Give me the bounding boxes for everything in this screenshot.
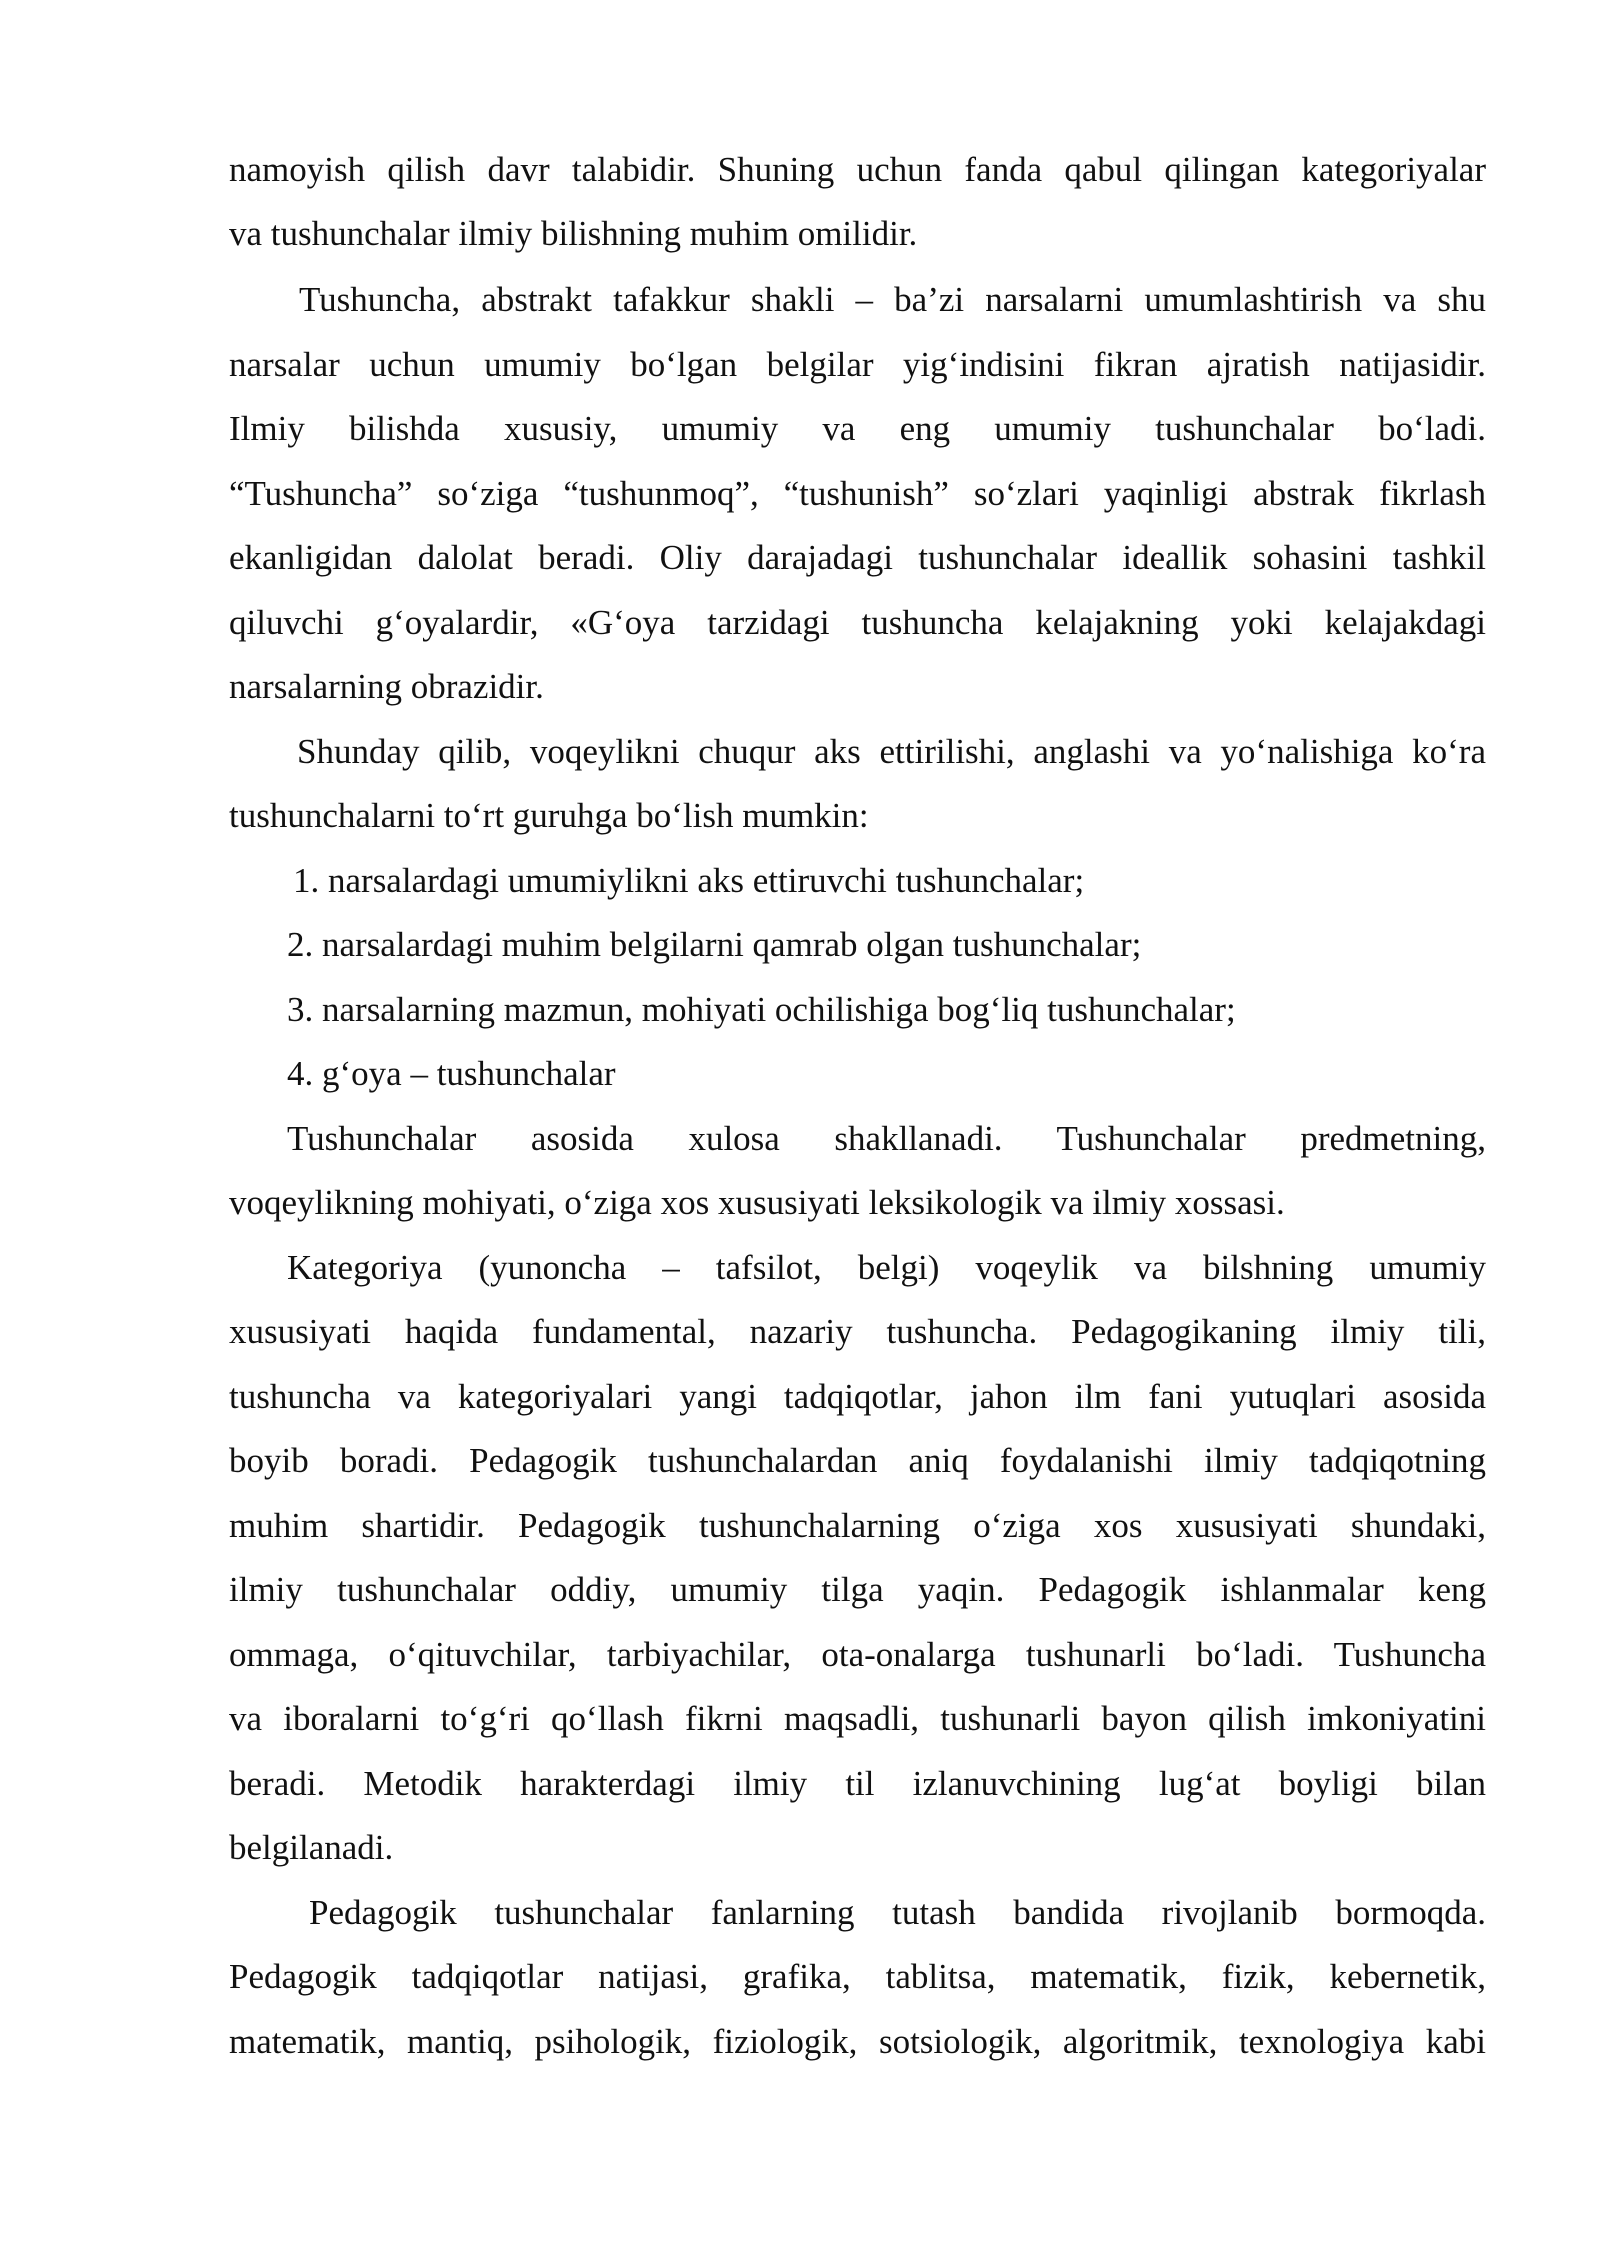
- list-item: 4. g‘oya – tushunchalar: [287, 1054, 616, 1093]
- text-line: va iboralarni to‘g‘ri qo‘llash fikrni maqsadli, tushunarli bayon qilish imkoniyatini: [229, 1699, 1486, 1738]
- paragraph-first-line: Tushunchalar asosida xulosa shakllanadi. Tushunchalar predmetning,: [287, 1119, 1486, 1158]
- text-line: belgilanadi.: [229, 1828, 394, 1867]
- text-line: ekanligidan dalolat beradi. Oliy darajadagi tushunchalar ideallik sohasini tashkil: [229, 538, 1486, 577]
- text-line: ilmiy tushunchalar oddiy, umumiy tilga yaqin. Pedagogik ishlanmalar keng: [229, 1570, 1486, 1609]
- text-line: beradi. Metodik harakterdagi ilmiy til izlanuvchining lug‘at boyligi bilan: [229, 1764, 1486, 1803]
- text-line: narsalarning obrazidir.: [229, 667, 544, 706]
- text-line: “Tushuncha” so‘ziga “tushunmoq”, “tushunish” so‘zlari yaqinligi abstrak fikrlash: [229, 474, 1486, 513]
- text-line: narsalar uchun umumiy bo‘lgan belgilar yig‘indisini fikran ajratish natijasidir.: [229, 345, 1486, 384]
- text-line: Pedagogik tadqiqotlar natijasi, grafika, tablitsa, matematik, fizik, kebernetik,: [229, 1957, 1486, 1996]
- list-item: 3. narsalarning mazmun, mohiyati ochilishiga bog‘liq tushunchalar;: [287, 990, 1236, 1029]
- text-line: boyib boradi. Pedagogik tushunchalardan aniq foydalanishi ilmiy tadqiqotning: [229, 1441, 1486, 1480]
- text-line: xususiyati haqida fundamental, nazariy tushuncha. Pedagogikaning ilmiy tili,: [229, 1312, 1486, 1351]
- text-line: Ilmiy bilishda xususiy, umumiy va eng umumiy tushunchalar bo‘ladi.: [229, 409, 1486, 448]
- text-line: tushuncha va kategoriyalari yangi tadqiqotlar, jahon ilm fani yutuqlari asosida: [229, 1377, 1486, 1416]
- text-line: muhim shartidir. Pedagogik tushunchalarning o‘ziga xos xususiyati shundaki,: [229, 1506, 1486, 1545]
- list-item: 2. narsalardagi muhim belgilarni qamrab olgan tushunchalar;: [287, 925, 1142, 964]
- paragraph-first-line: Pedagogik tushunchalar fanlarning tutash bandida rivojlanib bormoqda.: [309, 1893, 1486, 1932]
- text-line: qiluvchi g‘oyalardir, «G‘oya tarzidagi tushuncha kelajakning yoki kelajakdagi: [229, 603, 1486, 642]
- text-line: ommaga, o‘qituvchilar, tarbiyachilar, ota-onalarga tushunarli bo‘ladi. Tushuncha: [229, 1635, 1486, 1674]
- text-line: namoyish qilish davr talabidir. Shuning uchun fanda qabul qilingan kategoriyalar: [229, 150, 1486, 189]
- paragraph-first-line: Shunday qilib, voqeylikni chuqur aks ettirilishi, anglashi va yo‘nalishiga ko‘ra: [297, 732, 1486, 771]
- list-item: 1. narsalardagi umumiylikni aks ettiruvchi tushunchalar;: [293, 861, 1085, 900]
- text-line: voqeylikning mohiyati, o‘ziga xos xususiyati leksikologik va ilmiy xossasi.: [229, 1183, 1285, 1222]
- text-line: va tushunchalar ilmiy bilishning muhim omilidir.: [229, 214, 918, 253]
- text-line: matematik, mantiq, psihologik, fiziologik, sotsiologik, algoritmik, texnologiya kabi: [229, 2022, 1486, 2061]
- text-line: tushunchalarni to‘rt guruhga bo‘lish mumkin:: [229, 796, 869, 835]
- paragraph-first-line: Tushuncha, abstrakt tafakkur shakli – ba’zi narsalarni umumlashtirish va shu: [299, 280, 1486, 319]
- paragraph-first-line: Kategoriya (yunoncha – tafsilot, belgi) voqeylik va bilshning umumiy: [287, 1248, 1486, 1287]
